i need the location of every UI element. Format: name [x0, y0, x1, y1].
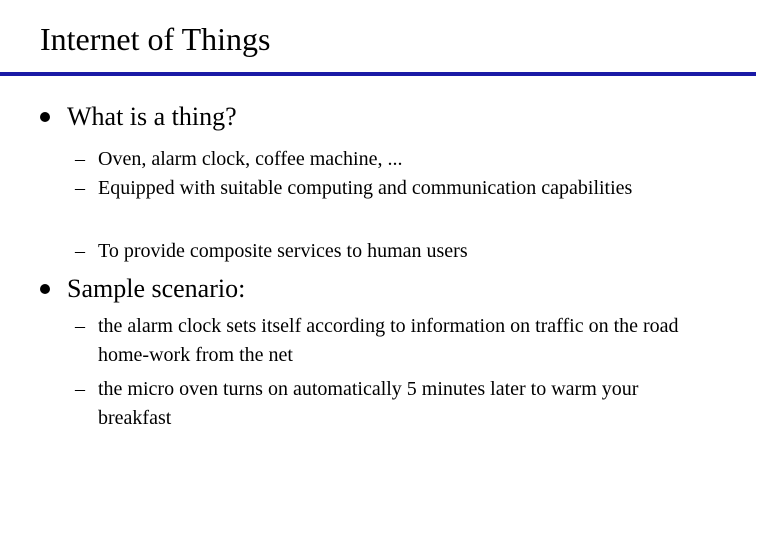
dash-icon: –: [75, 148, 85, 170]
dash-icon: –: [75, 177, 85, 199]
dash-icon: –: [75, 315, 85, 337]
bullet-text: Sample scenario:: [67, 274, 246, 303]
bullet-dot-icon: [40, 284, 50, 294]
sub-bullet-text: Equipped with suitable computing and communication capabilities: [98, 177, 633, 199]
sub-bullet-text: Oven, alarm clock, coffee machine, ...: [98, 148, 403, 170]
bullet-dot-icon: [40, 112, 50, 122]
sub-bullet-text: To provide composite services to human users: [98, 240, 468, 262]
dash-icon: –: [75, 240, 85, 262]
title-underline: [0, 72, 756, 76]
sub-bullet-text: the alarm clock sets itself according to information on traffic on the road home-work from the net: [98, 315, 679, 366]
dash-icon: –: [75, 378, 85, 400]
bullet-text: What is a thing?: [67, 102, 237, 131]
slide-title: Internet of Things: [40, 21, 271, 57]
sub-bullet-text: the micro oven turns on automatically 5 minutes later to warm your breakfast: [98, 378, 639, 429]
